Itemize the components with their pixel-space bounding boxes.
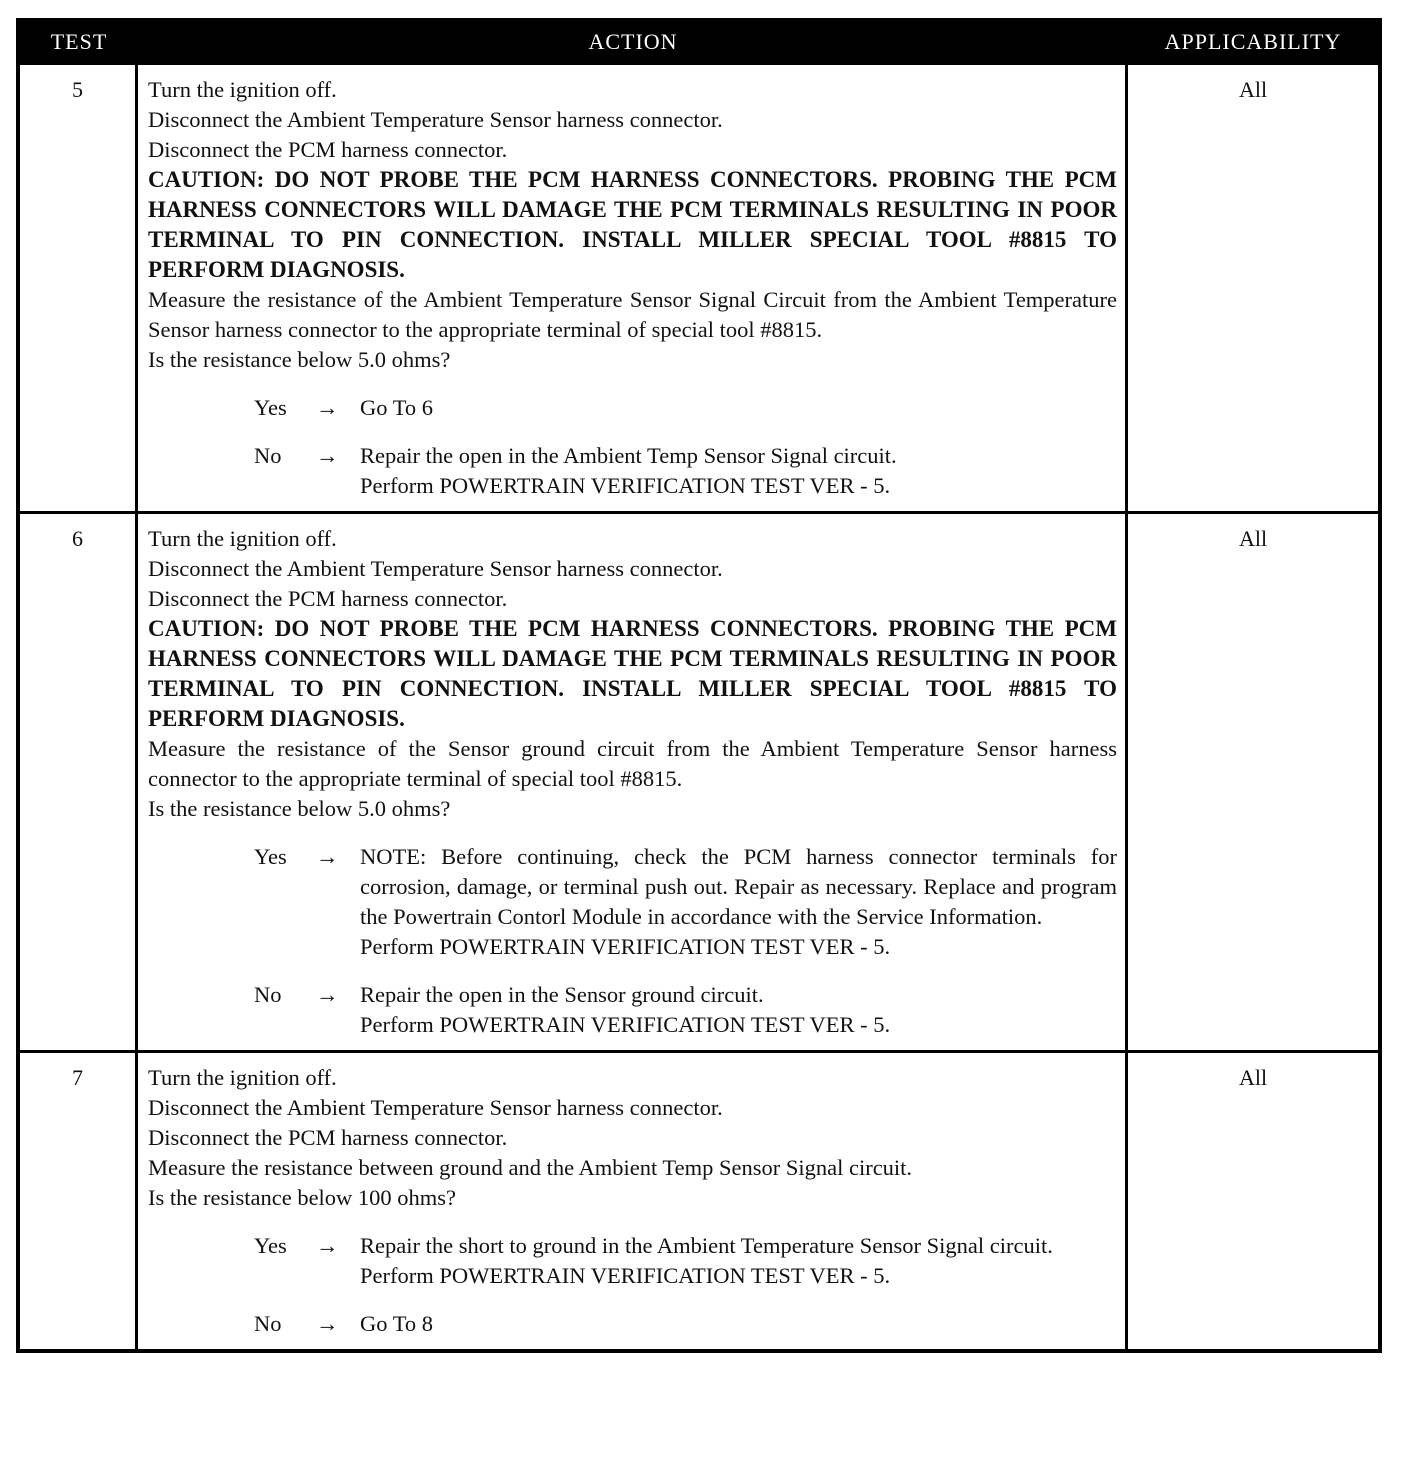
- header-action: ACTION: [588, 29, 678, 54]
- applicability-cell: All: [1238, 1065, 1268, 1090]
- yes-label: Yes: [254, 844, 287, 869]
- no-label: No: [254, 1311, 282, 1336]
- table-header: [20, 22, 1378, 62]
- arrow-icon: →: [316, 395, 339, 420]
- measure-text: Measure the resistance between ground and the Ambient Temp Sensor Signal circuit.: [148, 1155, 913, 1180]
- measure-text: Measure the resistance of the Ambient Temperature Sensor Signal Circuit from the Ambient Temperature Sensor harness connector to the appropriate terminal of special tool #8815.: [148, 287, 1117, 342]
- no-option: [254, 1309, 1117, 1339]
- arrow-icon: →: [316, 982, 339, 1007]
- action-cell: [138, 65, 1128, 511]
- question-text: Is the resistance below 5.0 ohms?: [148, 347, 451, 372]
- yes-result: [360, 842, 1117, 962]
- no-result: [360, 441, 1117, 501]
- caution-text: CAUTION: DO NOT PROBE THE PCM HARNESS CONNECTORS. PROBING THE PCM HARNESS CONNECTORS WILL DAMAGE THE PCM TERMINALS RESULTING IN POOR TERMINAL TO PIN CONNECTION. INSTALL MILLER SPECIAL TOOL #8815 TO PERFORM DIAGNOSIS.: [148, 167, 1117, 282]
- result-line: Perform POWERTRAIN VERIFICATION TEST VER - 5.: [360, 934, 891, 959]
- test-row: [20, 1050, 1378, 1349]
- step: Turn the ignition off.: [148, 526, 337, 551]
- no-label: No: [254, 982, 282, 1007]
- result-line: Go To 8: [360, 1311, 434, 1336]
- result-line: Repair the open in the Ambient Temp Sensor Signal circuit.: [360, 443, 897, 468]
- yes-result: [360, 1231, 1117, 1291]
- yes-label: Yes: [254, 1233, 287, 1258]
- result-line: NOTE: Before continuing, check the PCM harness connector terminals for corrosion, damage, or terminal push out. Repair as necessary. Replace and program the Powertrain Contorl Module in accordance with the Service Information.: [360, 844, 1117, 929]
- yes-option: [254, 842, 1117, 962]
- question-text: Is the resistance below 100 ohms?: [148, 1185, 457, 1210]
- arrow-icon: →: [316, 443, 339, 468]
- header-test: TEST: [50, 29, 108, 54]
- test-row: [20, 511, 1378, 1050]
- result-line: Perform POWERTRAIN VERIFICATION TEST VER - 5.: [360, 1263, 891, 1288]
- no-option: [254, 441, 1117, 501]
- measure-text: Measure the resistance of the Sensor ground circuit from the Ambient Temperature Sensor harness connector to the appropriate terminal of special tool #8815.: [148, 736, 1117, 791]
- arrow-icon: →: [316, 844, 339, 869]
- arrow-icon: →: [316, 1233, 339, 1258]
- test-row: [20, 62, 1378, 511]
- no-option: [254, 980, 1117, 1040]
- test-number: 7: [20, 1053, 138, 1349]
- result-line: Repair the short to ground in the Ambient Temperature Sensor Signal circuit.: [360, 1233, 1053, 1258]
- yes-result: [360, 393, 1117, 423]
- step: Disconnect the Ambient Temperature Sensor harness connector.: [148, 556, 723, 581]
- result-line: Perform POWERTRAIN VERIFICATION TEST VER - 5.: [360, 473, 891, 498]
- step: Disconnect the PCM harness connector.: [148, 1125, 508, 1150]
- yes-option: [254, 393, 1117, 423]
- step: Turn the ignition off.: [148, 77, 337, 102]
- caution-text: CAUTION: DO NOT PROBE THE PCM HARNESS CONNECTORS. PROBING THE PCM HARNESS CONNECTORS WILL DAMAGE THE PCM TERMINALS RESULTING IN POOR TERMINAL TO PIN CONNECTION. INSTALL MILLER SPECIAL TOOL #8815 TO PERFORM DIAGNOSIS.: [148, 616, 1117, 731]
- step: Disconnect the PCM harness connector.: [148, 137, 508, 162]
- no-result: [360, 1309, 1117, 1339]
- no-result: [360, 980, 1117, 1040]
- yes-label: Yes: [254, 395, 287, 420]
- step: Disconnect the PCM harness connector.: [148, 586, 508, 611]
- step: Turn the ignition off.: [148, 1065, 337, 1090]
- header-applicability: APPLICABILITY: [1164, 29, 1342, 54]
- result-line: Go To 6: [360, 395, 434, 420]
- action-cell: [138, 514, 1128, 1050]
- test-number: 5: [20, 65, 138, 511]
- test-number: 6: [20, 514, 138, 1050]
- step: Disconnect the Ambient Temperature Sensor harness connector.: [148, 107, 723, 132]
- result-line: Perform POWERTRAIN VERIFICATION TEST VER - 5.: [360, 1012, 891, 1037]
- action-cell: [138, 1053, 1128, 1349]
- step: Disconnect the Ambient Temperature Sensor harness connector.: [148, 1095, 723, 1120]
- arrow-icon: →: [316, 1311, 339, 1336]
- no-label: No: [254, 443, 282, 468]
- applicability-cell: All: [1238, 77, 1268, 102]
- yes-option: [254, 1231, 1117, 1291]
- applicability-cell: All: [1238, 526, 1268, 551]
- result-line: Repair the open in the Sensor ground circuit.: [360, 982, 764, 1007]
- question-text: Is the resistance below 5.0 ohms?: [148, 796, 451, 821]
- diagnostic-table: [16, 18, 1382, 1353]
